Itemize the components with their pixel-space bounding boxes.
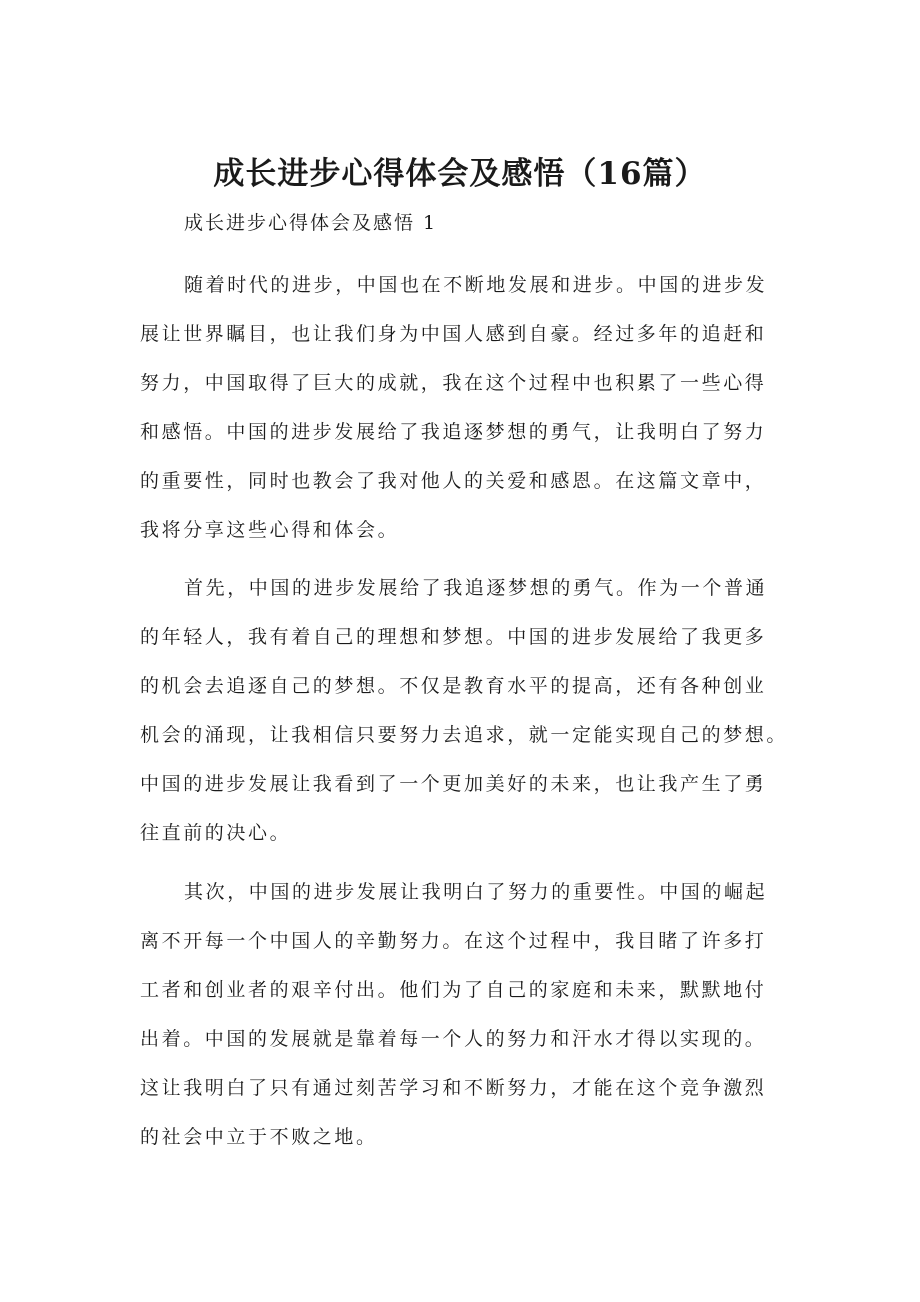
document-title: 成长进步心得体会及感悟（16篇） <box>213 156 707 192</box>
paragraph-1 <box>140 270 800 564</box>
paragraph-line: 的社会中立于不败之地。 <box>140 1126 378 1148</box>
paragraph-line: 机会的涌现，让我相信只要努力去追求，就一定能实现自己的梦想。 <box>140 724 789 746</box>
paragraph-line: 展让世界瞩目，也让我们身为中国人感到自豪。经过多年的追赶和 <box>140 323 767 345</box>
paragraph-3 <box>140 877 800 1171</box>
paragraph-line: 和感悟。中国的进步发展给了我追逐梦想的勇气，让我明白了努力 <box>140 421 767 443</box>
paragraph-line: 的年轻人，我有着自己的理想和梦想。中国的进步发展给了我更多 <box>140 626 767 648</box>
section-heading: 成长进步心得体会及感悟 1 <box>184 212 438 234</box>
paragraph-line: 的机会去追逐自己的梦想。不仅是教育水平的提高，还有各种创业 <box>140 675 767 697</box>
paragraph-line: 我将分享这些心得和体会。 <box>140 519 400 541</box>
paragraph-line: 其次，中国的进步发展让我明白了努力的重要性。中国的崛起 <box>184 881 768 903</box>
paragraph-line: 往直前的决心。 <box>140 822 292 844</box>
paragraph-line: 离不开每一个中国人的辛勤努力。在这个过程中，我目睹了许多打 <box>140 930 767 952</box>
paragraph-line: 出着。中国的发展就是靠着每一个人的努力和汗水才得以实现的。 <box>140 1028 767 1050</box>
paragraph-line: 中国的进步发展让我看到了一个更加美好的未来，也让我产生了勇 <box>140 773 767 795</box>
paragraph-line: 努力，中国取得了巨大的成就，我在这个过程中也积累了一些心得 <box>140 372 767 394</box>
paragraph-2 <box>140 573 800 867</box>
paragraph-line: 随着时代的进步，中国也在不断地发展和进步。中国的进步发 <box>184 274 768 296</box>
paragraph-line: 首先，中国的进步发展给了我追逐梦想的勇气。作为一个普通 <box>184 577 768 599</box>
paragraph-line: 这让我明白了只有通过刻苦学习和不断努力，才能在这个竞争激烈 <box>140 1077 767 1099</box>
paragraph-line: 的重要性，同时也教会了我对他人的关爱和感恩。在这篇文章中， <box>140 470 767 492</box>
paragraph-line: 工者和创业者的艰辛付出。他们为了自己的家庭和未来，默默地付 <box>140 979 767 1001</box>
